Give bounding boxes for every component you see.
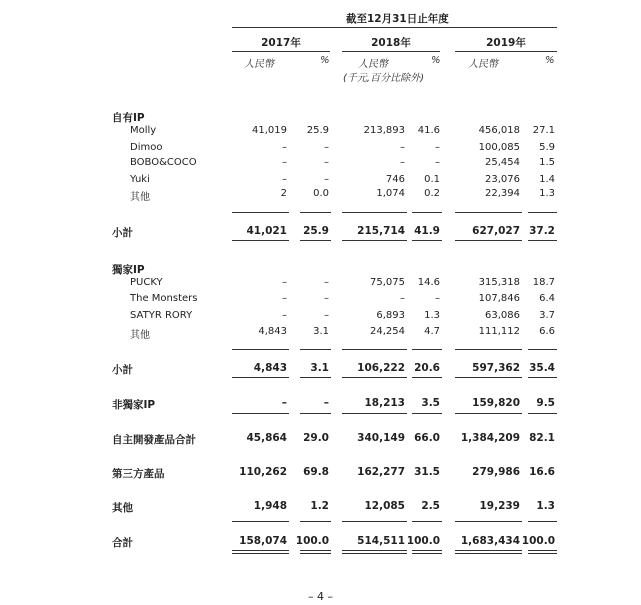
period-heading: 截至12月31日止年度 xyxy=(346,13,449,25)
others-row-value: 2.5 xyxy=(421,500,440,512)
subtotal-bottom-rule xyxy=(300,377,331,378)
unit-pct-2019: % xyxy=(545,55,555,66)
subtotal-bottom-rule xyxy=(455,377,522,378)
unit-rmb-2019: 人民幣 xyxy=(468,59,498,70)
others-row-label: 其他 xyxy=(112,502,133,514)
others-row-value: 1,948 xyxy=(253,500,287,512)
exclusive-ip-row-value: 3.1 xyxy=(313,326,329,337)
own-ip-row-value: – xyxy=(282,174,287,185)
own-ip-row-value: 0.0 xyxy=(313,188,329,199)
own-ip-row-value: – xyxy=(282,142,287,153)
third-party-row-value: 31.5 xyxy=(414,466,440,478)
total-row-value: 100.0 xyxy=(295,535,329,547)
exclusive-ip-subtotal-value: 35.4 xyxy=(529,362,555,374)
own-ip-row-value: 100,085 xyxy=(478,142,520,153)
subtotal-bottom-rule xyxy=(342,240,407,241)
exclusive-ip-row-label: The Monsters xyxy=(130,293,198,304)
non-exclusive-row-label: 非獨家IP xyxy=(112,399,156,411)
unit-rmb-2018: 人民幣 xyxy=(358,59,388,70)
own-ip-row-label: Yuki xyxy=(130,174,150,185)
exclusive-ip-row-value: – xyxy=(282,310,287,321)
self-developed-row-value: 1,384,209 xyxy=(460,432,520,444)
self-developed-row-value: 82.1 xyxy=(529,432,555,444)
own-ip-row-value: 25,454 xyxy=(485,157,520,168)
year-2017: 2017年 xyxy=(261,37,301,49)
unit-pct-2018: % xyxy=(431,55,441,66)
exclusive-ip-subtotal-value: 4,843 xyxy=(253,362,287,374)
third-party-row-value: 279,986 xyxy=(472,466,520,478)
exclusive-ip-row-label: PUCKY xyxy=(130,277,163,288)
year-rule-2018 xyxy=(342,51,440,52)
exclusive-ip-row-value: 24,254 xyxy=(370,326,405,337)
non-exclusive-row-value: 9.5 xyxy=(536,397,555,409)
row-rule xyxy=(232,413,289,414)
total-double-rule xyxy=(342,550,407,554)
row-rule xyxy=(412,413,442,414)
own-ip-subtotal-label: 小計 xyxy=(112,227,133,239)
own-ip-row-value: 25.9 xyxy=(306,125,329,136)
subtotal-bottom-rule xyxy=(412,240,442,241)
third-party-row-value: 162,277 xyxy=(357,466,405,478)
total-row-value: 1,683,434 xyxy=(460,535,520,547)
own-ip-subtotal-value: 627,027 xyxy=(472,225,520,237)
total-row-value: 158,074 xyxy=(239,535,287,547)
exclusive-ip-row-value: 4.7 xyxy=(424,326,440,337)
exclusive-ip-row-value: – xyxy=(282,277,287,288)
own-ip-subtotal-value: 25.9 xyxy=(303,225,329,237)
subtotal-top-rule xyxy=(300,349,331,350)
own-ip-row-value: 23,076 xyxy=(485,174,520,185)
exclusive-ip-subtotal-label: 小計 xyxy=(112,364,133,376)
others-row-value: 19,239 xyxy=(479,500,520,512)
own-ip-row-value: 27.1 xyxy=(532,125,555,136)
exclusive-ip-subtotal-value: 3.1 xyxy=(310,362,329,374)
own-ip-row-value: – xyxy=(324,174,329,185)
subtotal-top-rule xyxy=(232,212,289,213)
non-exclusive-row-value: 159,820 xyxy=(472,397,520,409)
own-ip-row-value: – xyxy=(324,157,329,168)
own-ip-row-value: 5.9 xyxy=(539,142,555,153)
section-own-ip-title: 自有IP xyxy=(112,112,145,124)
exclusive-ip-row-value: 6.6 xyxy=(539,326,555,337)
exclusive-ip-row-value: 14.6 xyxy=(417,277,440,288)
unit-pct-2017: % xyxy=(320,55,330,66)
own-ip-subtotal-value: 37.2 xyxy=(529,225,555,237)
own-ip-row-value: – xyxy=(324,142,329,153)
own-ip-row-value: 0.1 xyxy=(424,174,440,185)
header-rule xyxy=(232,27,557,28)
others-row-value: 1.3 xyxy=(536,500,555,512)
page-number: – 4 – xyxy=(308,590,333,603)
self-developed-row-value: 45,864 xyxy=(246,432,287,444)
own-ip-row-value: – xyxy=(400,142,405,153)
subtotal-top-rule xyxy=(342,349,407,350)
own-ip-row-label: Dimoo xyxy=(130,142,163,153)
exclusive-ip-row-value: 6.4 xyxy=(539,293,555,304)
total-top-rule xyxy=(412,521,442,522)
exclusive-ip-row-value: 4,843 xyxy=(258,326,287,337)
own-ip-row-value: 1.3 xyxy=(539,188,555,199)
own-ip-row-value: 746 xyxy=(385,174,405,185)
own-ip-row-value: – xyxy=(435,157,440,168)
subtotal-bottom-rule xyxy=(528,377,557,378)
exclusive-ip-row-value: 315,318 xyxy=(478,277,520,288)
own-ip-row-value: 2 xyxy=(280,188,287,199)
others-row-value: 12,085 xyxy=(364,500,405,512)
total-row-value: 514,511 xyxy=(357,535,405,547)
exclusive-ip-row-value: 1.3 xyxy=(424,310,440,321)
own-ip-row-label: Molly xyxy=(130,125,157,136)
subtotal-top-rule xyxy=(528,212,557,213)
exclusive-ip-row-value: – xyxy=(324,293,329,304)
total-double-rule xyxy=(300,550,331,554)
total-double-rule xyxy=(455,550,522,554)
row-rule xyxy=(455,413,522,414)
subtotal-top-rule xyxy=(455,349,522,350)
subtotal-top-rule xyxy=(412,349,442,350)
own-ip-subtotal-value: 41.9 xyxy=(414,225,440,237)
own-ip-row-value: 1.5 xyxy=(539,157,555,168)
own-ip-row-label: BOBO&COCO xyxy=(130,157,197,168)
exclusive-ip-subtotal-value: 597,362 xyxy=(472,362,520,374)
own-ip-subtotal-value: 41,021 xyxy=(246,225,287,237)
unit-rmb-2017: 人民幣 xyxy=(244,59,274,70)
third-party-row-label: 第三方產品 xyxy=(112,468,165,480)
self-developed-row-value: 29.0 xyxy=(303,432,329,444)
exclusive-ip-subtotal-value: 20.6 xyxy=(414,362,440,374)
own-ip-row-label: 其他 xyxy=(130,192,150,203)
exclusive-ip-row-value: – xyxy=(324,310,329,321)
self-developed-row-label: 自主開發產品合計 xyxy=(112,434,196,446)
total-top-rule xyxy=(300,521,331,522)
exclusive-ip-row-value: 107,846 xyxy=(478,293,520,304)
row-rule xyxy=(342,413,407,414)
non-exclusive-row-value: 3.5 xyxy=(421,397,440,409)
total-row-label: 合計 xyxy=(112,537,133,549)
own-ip-row-value: 213,893 xyxy=(363,125,405,136)
exclusive-ip-row-value: 63,086 xyxy=(485,310,520,321)
own-ip-row-value: – xyxy=(400,157,405,168)
subtotal-bottom-rule xyxy=(528,240,557,241)
unit-note: (千元,百分比除外) xyxy=(343,73,424,84)
exclusive-ip-row-value: – xyxy=(324,277,329,288)
subtotal-top-rule xyxy=(342,212,407,213)
exclusive-ip-row-value: 3.7 xyxy=(539,310,555,321)
subtotal-bottom-rule xyxy=(342,377,407,378)
total-top-rule xyxy=(455,521,522,522)
third-party-row-value: 16.6 xyxy=(529,466,555,478)
exclusive-ip-row-value: – xyxy=(400,293,405,304)
total-double-rule xyxy=(232,550,289,554)
others-row-value: 1.2 xyxy=(310,500,329,512)
year-rule-2017 xyxy=(232,51,330,52)
non-exclusive-row-value: 18,213 xyxy=(364,397,405,409)
subtotal-top-rule xyxy=(232,349,289,350)
exclusive-ip-row-label: 其他 xyxy=(130,330,150,341)
exclusive-ip-subtotal-value: 106,222 xyxy=(357,362,405,374)
third-party-row-value: 69.8 xyxy=(303,466,329,478)
subtotal-bottom-rule xyxy=(300,240,331,241)
non-exclusive-row-value: – xyxy=(323,397,329,409)
row-rule xyxy=(528,413,557,414)
exclusive-ip-row-value: – xyxy=(282,293,287,304)
self-developed-row-value: 340,149 xyxy=(357,432,405,444)
exclusive-ip-row-value: 6,893 xyxy=(376,310,405,321)
self-developed-row-value: 66.0 xyxy=(414,432,440,444)
total-top-rule xyxy=(232,521,289,522)
exclusive-ip-row-value: 75,075 xyxy=(370,277,405,288)
subtotal-top-rule xyxy=(528,349,557,350)
total-top-rule xyxy=(342,521,407,522)
subtotal-bottom-rule xyxy=(232,240,289,241)
non-exclusive-row-value: – xyxy=(281,397,287,409)
own-ip-row-value: 1.4 xyxy=(539,174,555,185)
year-2019: 2019年 xyxy=(486,37,526,49)
third-party-row-value: 110,262 xyxy=(239,466,287,478)
total-top-rule xyxy=(528,521,557,522)
own-ip-row-value: – xyxy=(282,157,287,168)
subtotal-top-rule xyxy=(412,212,442,213)
own-ip-row-value: – xyxy=(435,142,440,153)
total-row-value: 100.0 xyxy=(521,535,555,547)
subtotal-bottom-rule xyxy=(232,377,289,378)
subtotal-bottom-rule xyxy=(455,240,522,241)
own-ip-row-value: 0.2 xyxy=(424,188,440,199)
own-ip-row-value: 1,074 xyxy=(376,188,405,199)
own-ip-row-value: 41.6 xyxy=(417,125,440,136)
own-ip-row-value: 41,019 xyxy=(252,125,287,136)
exclusive-ip-row-label: SATYR RORY xyxy=(130,310,193,321)
subtotal-top-rule xyxy=(455,212,522,213)
exclusive-ip-row-value: 111,112 xyxy=(478,326,520,337)
own-ip-row-value: 22,394 xyxy=(485,188,520,199)
total-double-rule xyxy=(528,550,557,554)
exclusive-ip-row-value: 18.7 xyxy=(532,277,555,288)
own-ip-subtotal-value: 215,714 xyxy=(357,225,405,237)
year-rule-2019 xyxy=(455,51,557,52)
exclusive-ip-row-value: – xyxy=(435,293,440,304)
year-2018: 2018年 xyxy=(371,37,411,49)
total-double-rule xyxy=(412,550,442,554)
section-exclusive-ip-title: 獨家IP xyxy=(112,264,145,276)
subtotal-bottom-rule xyxy=(412,377,442,378)
own-ip-row-value: 456,018 xyxy=(478,125,520,136)
row-rule xyxy=(300,413,331,414)
subtotal-top-rule xyxy=(300,212,331,213)
total-row-value: 100.0 xyxy=(406,535,440,547)
